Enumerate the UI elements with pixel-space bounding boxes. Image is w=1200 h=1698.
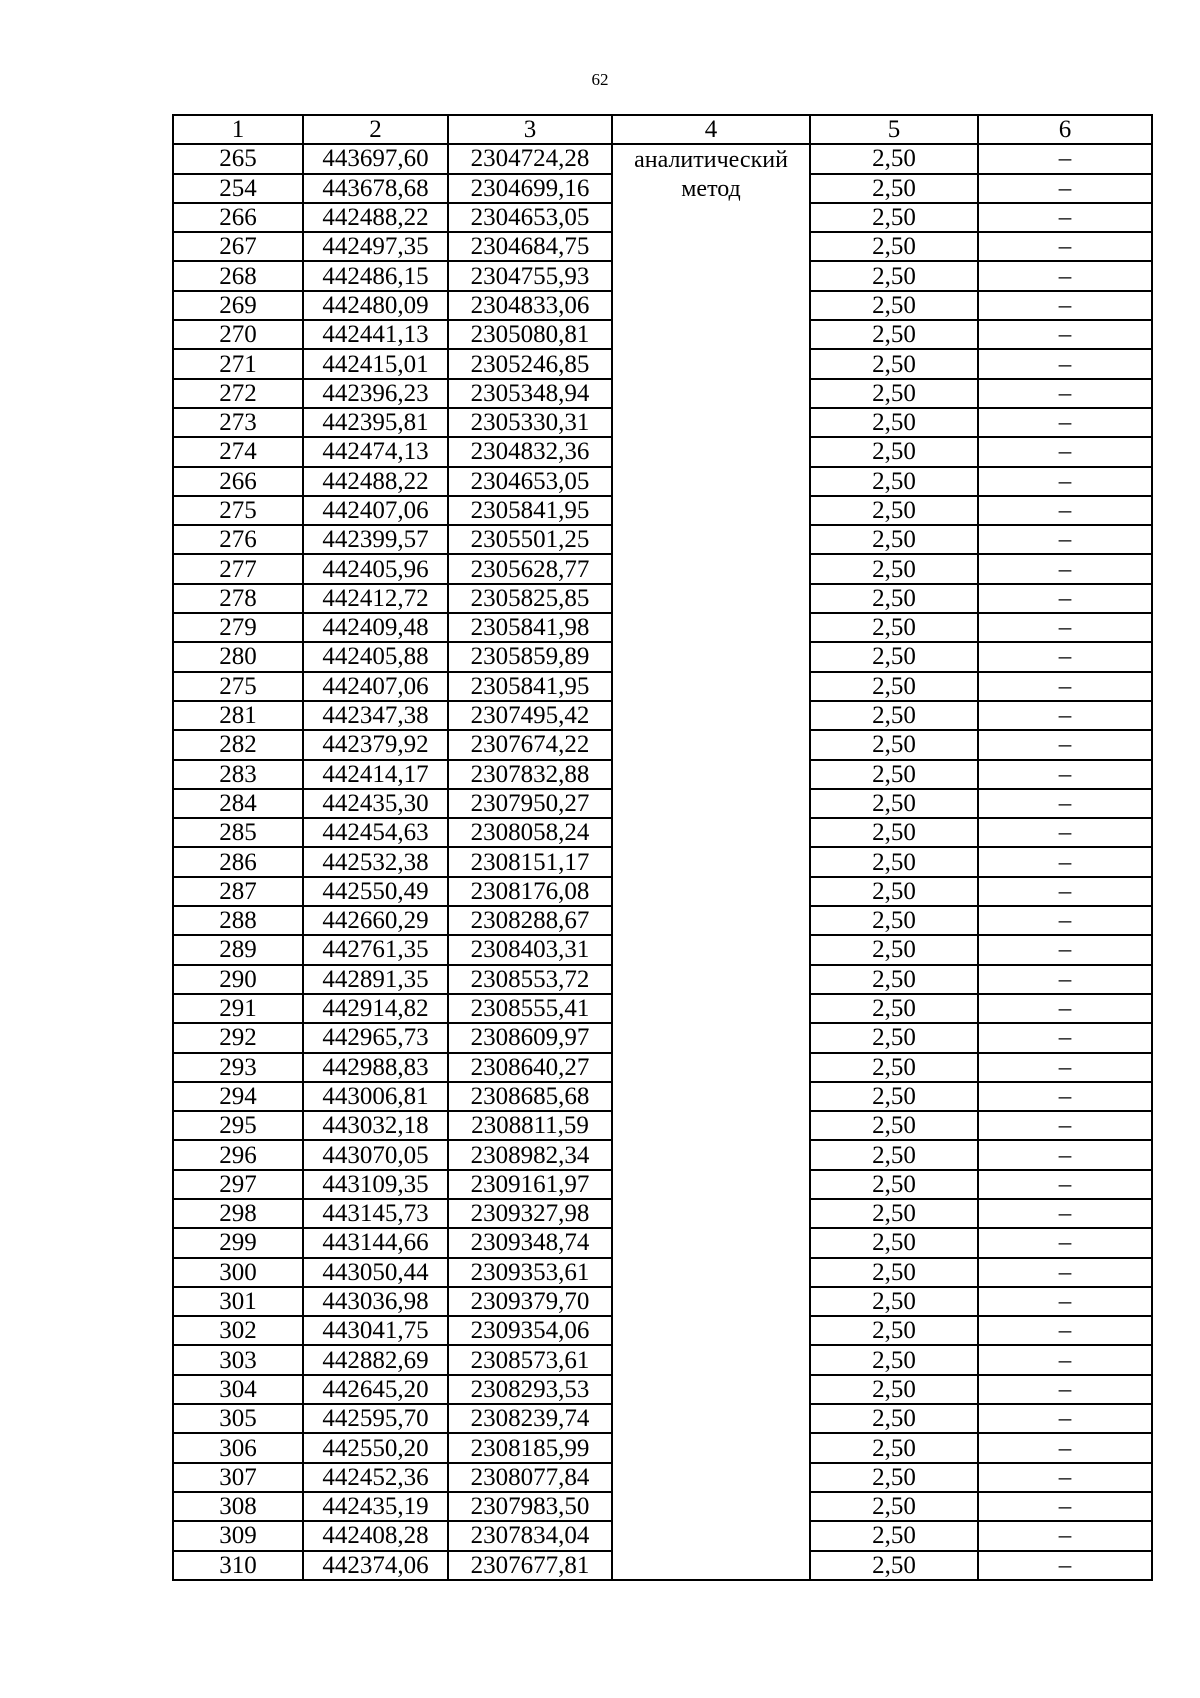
header-cell-col-2: 2 (303, 115, 448, 144)
accuracy-cell: 2,50 (810, 1375, 978, 1404)
accuracy-cell: 2,50 (810, 1053, 978, 1082)
accuracy-cell: 2,50 (810, 1551, 978, 1580)
accuracy-cell: 2,50 (810, 232, 978, 261)
y-coordinate-cell: 2309379,70 (448, 1287, 612, 1316)
point-number-cell: 308 (173, 1492, 303, 1521)
x-coordinate-cell: 442435,19 (303, 1492, 448, 1521)
column-6-cell: – (978, 232, 1152, 261)
column-6-cell: – (978, 760, 1152, 789)
accuracy-cell: 2,50 (810, 760, 978, 789)
x-coordinate-cell: 443678,68 (303, 174, 448, 203)
y-coordinate-cell: 2309348,74 (448, 1228, 612, 1257)
column-6-cell: – (978, 261, 1152, 290)
column-6-cell: – (978, 1316, 1152, 1345)
column-6-cell: – (978, 1170, 1152, 1199)
column-6-cell: – (978, 994, 1152, 1023)
x-coordinate-cell: 442480,09 (303, 291, 448, 320)
y-coordinate-cell: 2309354,06 (448, 1316, 612, 1345)
column-6-cell: – (978, 613, 1152, 642)
point-number-cell: 276 (173, 525, 303, 554)
y-coordinate-cell: 2305841,95 (448, 496, 612, 525)
point-number-cell: 295 (173, 1111, 303, 1140)
header-cell-col-5: 5 (810, 115, 978, 144)
point-number-cell: 281 (173, 701, 303, 730)
point-number-cell: 293 (173, 1053, 303, 1082)
x-coordinate-cell: 443041,75 (303, 1316, 448, 1345)
y-coordinate-cell: 2308293,53 (448, 1375, 612, 1404)
x-coordinate-cell: 442891,35 (303, 965, 448, 994)
point-number-cell: 305 (173, 1404, 303, 1433)
column-6-cell: – (978, 730, 1152, 759)
x-coordinate-cell: 442395,81 (303, 408, 448, 437)
x-coordinate-cell: 442414,17 (303, 760, 448, 789)
point-number-cell: 288 (173, 906, 303, 935)
point-number-cell: 274 (173, 437, 303, 466)
point-number-cell: 275 (173, 672, 303, 701)
accuracy-cell: 2,50 (810, 1170, 978, 1199)
accuracy-cell: 2,50 (810, 1345, 978, 1374)
x-coordinate-cell: 442988,83 (303, 1053, 448, 1082)
column-6-cell: – (978, 1551, 1152, 1580)
y-coordinate-cell: 2307674,22 (448, 730, 612, 759)
point-number-cell: 299 (173, 1228, 303, 1257)
column-6-cell: – (978, 847, 1152, 876)
accuracy-cell: 2,50 (810, 613, 978, 642)
x-coordinate-cell: 443144,66 (303, 1228, 448, 1257)
y-coordinate-cell: 2308553,72 (448, 965, 612, 994)
y-coordinate-cell: 2308058,24 (448, 818, 612, 847)
x-coordinate-cell: 442645,20 (303, 1375, 448, 1404)
y-coordinate-cell: 2305080,81 (448, 320, 612, 349)
x-coordinate-cell: 442474,13 (303, 437, 448, 466)
point-number-cell: 273 (173, 408, 303, 437)
point-number-cell: 301 (173, 1287, 303, 1316)
column-6-cell: – (978, 1199, 1152, 1228)
accuracy-cell: 2,50 (810, 906, 978, 935)
point-number-cell: 280 (173, 642, 303, 671)
table-row (173, 144, 1152, 173)
x-coordinate-cell: 442761,35 (303, 935, 448, 964)
y-coordinate-cell: 2304653,05 (448, 467, 612, 496)
x-coordinate-cell: 443050,44 (303, 1258, 448, 1287)
x-coordinate-cell: 442882,69 (303, 1345, 448, 1374)
accuracy-cell: 2,50 (810, 1082, 978, 1111)
column-6-cell: – (978, 379, 1152, 408)
header-cell-col-1: 1 (173, 115, 303, 144)
x-coordinate-cell: 442454,63 (303, 818, 448, 847)
y-coordinate-cell: 2307495,42 (448, 701, 612, 730)
x-coordinate-cell: 442409,48 (303, 613, 448, 642)
column-6-cell: – (978, 437, 1152, 466)
y-coordinate-cell: 2309161,97 (448, 1170, 612, 1199)
column-6-cell: – (978, 349, 1152, 378)
column-6-cell: – (978, 818, 1152, 847)
point-number-cell: 269 (173, 291, 303, 320)
x-coordinate-cell: 442595,70 (303, 1404, 448, 1433)
point-number-cell: 289 (173, 935, 303, 964)
accuracy-cell: 2,50 (810, 877, 978, 906)
point-number-cell: 290 (173, 965, 303, 994)
column-6-cell: – (978, 965, 1152, 994)
method-cell: аналитический метод (612, 144, 810, 1580)
y-coordinate-cell: 2308573,61 (448, 1345, 612, 1374)
column-6-cell: – (978, 1404, 1152, 1433)
point-number-cell: 300 (173, 1258, 303, 1287)
x-coordinate-cell: 442407,06 (303, 496, 448, 525)
point-number-cell: 291 (173, 994, 303, 1023)
x-coordinate-cell: 443032,18 (303, 1111, 448, 1140)
column-6-cell: – (978, 174, 1152, 203)
point-number-cell: 270 (173, 320, 303, 349)
header-cell-col-3: 3 (448, 115, 612, 144)
accuracy-cell: 2,50 (810, 1258, 978, 1287)
y-coordinate-cell: 2307677,81 (448, 1551, 612, 1580)
y-coordinate-cell: 2307834,04 (448, 1521, 612, 1550)
column-6-cell: – (978, 554, 1152, 583)
y-coordinate-cell: 2308982,34 (448, 1140, 612, 1169)
accuracy-cell: 2,50 (810, 1404, 978, 1433)
point-number-cell: 265 (173, 144, 303, 173)
x-coordinate-cell: 442497,35 (303, 232, 448, 261)
x-coordinate-cell: 442435,30 (303, 789, 448, 818)
accuracy-cell: 2,50 (810, 320, 978, 349)
accuracy-cell: 2,50 (810, 349, 978, 378)
y-coordinate-cell: 2305841,95 (448, 672, 612, 701)
y-coordinate-cell: 2305348,94 (448, 379, 612, 408)
column-6-cell: – (978, 672, 1152, 701)
accuracy-cell: 2,50 (810, 701, 978, 730)
point-number-cell: 284 (173, 789, 303, 818)
coordinates-table (172, 114, 1153, 1581)
accuracy-cell: 2,50 (810, 818, 978, 847)
x-coordinate-cell: 442532,38 (303, 847, 448, 876)
column-6-cell: – (978, 1521, 1152, 1550)
point-number-cell: 303 (173, 1345, 303, 1374)
y-coordinate-cell: 2308685,68 (448, 1082, 612, 1111)
column-6-cell: – (978, 467, 1152, 496)
column-6-cell: – (978, 1258, 1152, 1287)
column-6-cell: – (978, 1228, 1152, 1257)
accuracy-cell: 2,50 (810, 642, 978, 671)
x-coordinate-cell: 442488,22 (303, 203, 448, 232)
accuracy-cell: 2,50 (810, 1433, 978, 1462)
accuracy-cell: 2,50 (810, 291, 978, 320)
y-coordinate-cell: 2308403,31 (448, 935, 612, 964)
accuracy-cell: 2,50 (810, 496, 978, 525)
y-coordinate-cell: 2308185,99 (448, 1433, 612, 1462)
y-coordinate-cell: 2309353,61 (448, 1258, 612, 1287)
accuracy-cell: 2,50 (810, 1228, 978, 1257)
column-6-cell: – (978, 1375, 1152, 1404)
y-coordinate-cell: 2305825,85 (448, 584, 612, 613)
y-coordinate-cell: 2304832,36 (448, 437, 612, 466)
x-coordinate-cell: 442396,23 (303, 379, 448, 408)
point-number-cell: 310 (173, 1551, 303, 1580)
point-number-cell: 306 (173, 1433, 303, 1462)
y-coordinate-cell: 2305246,85 (448, 349, 612, 378)
point-number-cell: 287 (173, 877, 303, 906)
x-coordinate-cell: 443697,60 (303, 144, 448, 173)
x-coordinate-cell: 442379,92 (303, 730, 448, 759)
accuracy-cell: 2,50 (810, 730, 978, 759)
point-number-cell: 307 (173, 1463, 303, 1492)
accuracy-cell: 2,50 (810, 203, 978, 232)
point-number-cell: 285 (173, 818, 303, 847)
x-coordinate-cell: 442408,28 (303, 1521, 448, 1550)
accuracy-cell: 2,50 (810, 1521, 978, 1550)
y-coordinate-cell: 2305628,77 (448, 554, 612, 583)
y-coordinate-cell: 2309327,98 (448, 1199, 612, 1228)
point-number-cell: 294 (173, 1082, 303, 1111)
column-6-cell: – (978, 1111, 1152, 1140)
y-coordinate-cell: 2308077,84 (448, 1463, 612, 1492)
accuracy-cell: 2,50 (810, 1316, 978, 1345)
column-6-cell: – (978, 291, 1152, 320)
x-coordinate-cell: 443070,05 (303, 1140, 448, 1169)
x-coordinate-cell: 442914,82 (303, 994, 448, 1023)
x-coordinate-cell: 442488,22 (303, 467, 448, 496)
y-coordinate-cell: 2308288,67 (448, 906, 612, 935)
point-number-cell: 275 (173, 496, 303, 525)
y-coordinate-cell: 2304755,93 (448, 261, 612, 290)
x-coordinate-cell: 442550,49 (303, 877, 448, 906)
y-coordinate-cell: 2307983,50 (448, 1492, 612, 1521)
x-coordinate-cell: 442965,73 (303, 1023, 448, 1052)
y-coordinate-cell: 2308555,41 (448, 994, 612, 1023)
header-cell-col-4: 4 (612, 115, 810, 144)
x-coordinate-cell: 442660,29 (303, 906, 448, 935)
column-6-cell: – (978, 789, 1152, 818)
column-6-cell: – (978, 496, 1152, 525)
accuracy-cell: 2,50 (810, 408, 978, 437)
column-6-cell: – (978, 877, 1152, 906)
x-coordinate-cell: 442374,06 (303, 1551, 448, 1580)
x-coordinate-cell: 443109,35 (303, 1170, 448, 1199)
x-coordinate-cell: 443006,81 (303, 1082, 448, 1111)
column-6-cell: – (978, 144, 1152, 173)
column-6-cell: – (978, 1023, 1152, 1052)
column-6-cell: – (978, 935, 1152, 964)
accuracy-cell: 2,50 (810, 144, 978, 173)
y-coordinate-cell: 2308640,27 (448, 1053, 612, 1082)
point-number-cell: 282 (173, 730, 303, 759)
x-coordinate-cell: 442347,38 (303, 701, 448, 730)
accuracy-cell: 2,50 (810, 1111, 978, 1140)
point-number-cell: 292 (173, 1023, 303, 1052)
column-6-cell: – (978, 408, 1152, 437)
y-coordinate-cell: 2304833,06 (448, 291, 612, 320)
accuracy-cell: 2,50 (810, 1492, 978, 1521)
x-coordinate-cell: 442399,57 (303, 525, 448, 554)
point-number-cell: 272 (173, 379, 303, 408)
column-6-cell: – (978, 203, 1152, 232)
point-number-cell: 279 (173, 613, 303, 642)
accuracy-cell: 2,50 (810, 437, 978, 466)
y-coordinate-cell: 2304699,16 (448, 174, 612, 203)
y-coordinate-cell: 2307832,88 (448, 760, 612, 789)
x-coordinate-cell: 442407,06 (303, 672, 448, 701)
accuracy-cell: 2,50 (810, 935, 978, 964)
column-6-cell: – (978, 525, 1152, 554)
point-number-cell: 297 (173, 1170, 303, 1199)
column-6-cell: – (978, 1140, 1152, 1169)
x-coordinate-cell: 442441,13 (303, 320, 448, 349)
accuracy-cell: 2,50 (810, 1140, 978, 1169)
y-coordinate-cell: 2305859,89 (448, 642, 612, 671)
point-number-cell: 298 (173, 1199, 303, 1228)
column-6-cell: – (978, 1053, 1152, 1082)
x-coordinate-cell: 442405,96 (303, 554, 448, 583)
y-coordinate-cell: 2305501,25 (448, 525, 612, 554)
accuracy-cell: 2,50 (810, 174, 978, 203)
y-coordinate-cell: 2304724,28 (448, 144, 612, 173)
y-coordinate-cell: 2305841,98 (448, 613, 612, 642)
accuracy-cell: 2,50 (810, 584, 978, 613)
column-6-cell: – (978, 1345, 1152, 1374)
accuracy-cell: 2,50 (810, 672, 978, 701)
header-row (173, 115, 1152, 144)
accuracy-cell: 2,50 (810, 1023, 978, 1052)
point-number-cell: 309 (173, 1521, 303, 1550)
point-number-cell: 304 (173, 1375, 303, 1404)
accuracy-cell: 2,50 (810, 847, 978, 876)
page-number: 62 (591, 70, 609, 89)
x-coordinate-cell: 443145,73 (303, 1199, 448, 1228)
column-6-cell: – (978, 584, 1152, 613)
x-coordinate-cell: 442452,36 (303, 1463, 448, 1492)
y-coordinate-cell: 2305330,31 (448, 408, 612, 437)
point-number-cell: 271 (173, 349, 303, 378)
accuracy-cell: 2,50 (810, 1287, 978, 1316)
point-number-cell: 278 (173, 584, 303, 613)
y-coordinate-cell: 2308176,08 (448, 877, 612, 906)
point-number-cell: 286 (173, 847, 303, 876)
column-6-cell: – (978, 320, 1152, 349)
accuracy-cell: 2,50 (810, 261, 978, 290)
point-number-cell: 266 (173, 467, 303, 496)
column-6-cell: – (978, 1287, 1152, 1316)
header-cell-col-6: 6 (978, 115, 1152, 144)
x-coordinate-cell: 442550,20 (303, 1433, 448, 1462)
point-number-cell: 277 (173, 554, 303, 583)
accuracy-cell: 2,50 (810, 525, 978, 554)
accuracy-cell: 2,50 (810, 467, 978, 496)
column-6-cell: – (978, 1433, 1152, 1462)
accuracy-cell: 2,50 (810, 1199, 978, 1228)
accuracy-cell: 2,50 (810, 554, 978, 583)
y-coordinate-cell: 2304653,05 (448, 203, 612, 232)
x-coordinate-cell: 442412,72 (303, 584, 448, 613)
x-coordinate-cell: 443036,98 (303, 1287, 448, 1316)
column-6-cell: – (978, 906, 1152, 935)
point-number-cell: 302 (173, 1316, 303, 1345)
y-coordinate-cell: 2308239,74 (448, 1404, 612, 1433)
column-6-cell: – (978, 1492, 1152, 1521)
point-number-cell: 267 (173, 232, 303, 261)
accuracy-cell: 2,50 (810, 379, 978, 408)
accuracy-cell: 2,50 (810, 1463, 978, 1492)
column-6-cell: – (978, 701, 1152, 730)
column-6-cell: – (978, 1082, 1152, 1111)
x-coordinate-cell: 442415,01 (303, 349, 448, 378)
y-coordinate-cell: 2308151,17 (448, 847, 612, 876)
table-body (173, 115, 1152, 1580)
column-6-cell: – (978, 642, 1152, 671)
point-number-cell: 296 (173, 1140, 303, 1169)
accuracy-cell: 2,50 (810, 994, 978, 1023)
y-coordinate-cell: 2304684,75 (448, 232, 612, 261)
point-number-cell: 254 (173, 174, 303, 203)
accuracy-cell: 2,50 (810, 789, 978, 818)
y-coordinate-cell: 2307950,27 (448, 789, 612, 818)
point-number-cell: 266 (173, 203, 303, 232)
x-coordinate-cell: 442486,15 (303, 261, 448, 290)
point-number-cell: 283 (173, 760, 303, 789)
x-coordinate-cell: 442405,88 (303, 642, 448, 671)
y-coordinate-cell: 2308811,59 (448, 1111, 612, 1140)
point-number-cell: 268 (173, 261, 303, 290)
y-coordinate-cell: 2308609,97 (448, 1023, 612, 1052)
column-6-cell: – (978, 1463, 1152, 1492)
accuracy-cell: 2,50 (810, 965, 978, 994)
